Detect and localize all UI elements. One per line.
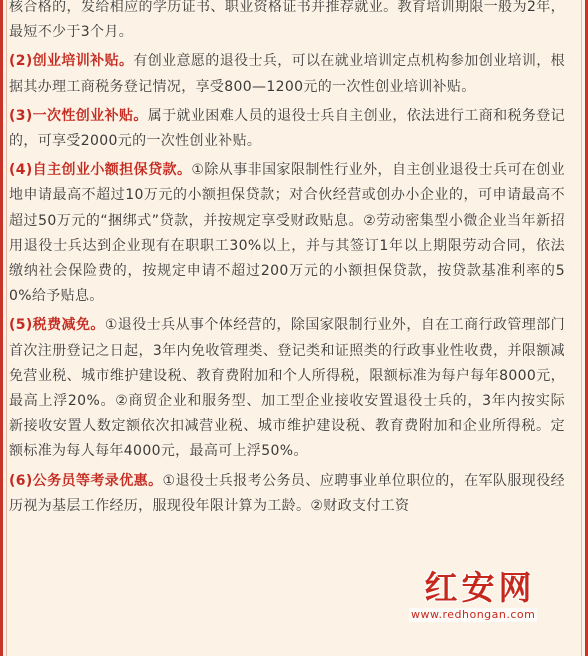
section-paragraph-civil-service bbox=[9, 469, 565, 519]
section-paragraph-guaranteed-loan bbox=[9, 158, 565, 309]
section-paragraph-one-time-subsidy bbox=[9, 104, 565, 154]
site-watermark-logo bbox=[405, 568, 565, 630]
watermark-url: www.redhongan.com bbox=[411, 608, 536, 621]
section-heading: (2)创业培训补贴。 bbox=[9, 53, 134, 70]
section-paragraph-startup-training bbox=[9, 49, 565, 99]
section-heading: (4)自主创业小额担保贷款。 bbox=[9, 162, 192, 179]
section-text: ①除从事非国家限制性行业外，自主创业退役士兵可在创业地申请最高不超过10万元的小额担保贷款；对合伙经营或创办小企业的，可申请最高不超过50万元的“捆绑式”贷款，并按规定享受财政贴息。②劳动密集型小微企业当年新招用退役士兵达到企业现有在职职工30%以上，并与其签订1年以上期限劳动合同，依法缴纳社会保险费的，按规定申请不超过200万元的小额担保贷款，按贷款基准利率的50%给予贴息。 bbox=[9, 162, 566, 305]
section-heading: (6)公务员等考录优惠。 bbox=[9, 472, 163, 489]
section-text: 属于就业困难人员的退役士兵自主创业，依法进行工商和税务登记的，可享受2000元的一次性创业补贴。 bbox=[9, 107, 565, 150]
intro-text: 核合格的，发给相应的学历证书、职业资格证书并推荐就业。教育培训期限一般为2年，最短不少于3个月。 bbox=[9, 0, 565, 41]
section-heading: (5)税费减免。 bbox=[9, 317, 105, 334]
section-text: ①退役士兵报考公务员、应聘事业单位职位的，在军队服现役经历视为基层工作经历，服现役年限计算为工龄。②财政支付工资 bbox=[9, 472, 565, 514]
intro-paragraph bbox=[9, 0, 565, 45]
article-body bbox=[9, 0, 565, 523]
section-text: 有创业意愿的退役士兵，可以在就业培训定点机构参加创业培训，根据其办理工商税务登记情况，享受800—1200元的一次性创业培训补贴。 bbox=[9, 53, 565, 95]
section-paragraph-tax-relief bbox=[9, 313, 565, 464]
section-heading: (3)一次性创业补贴。 bbox=[9, 107, 148, 124]
watermark-title: 红安网 bbox=[424, 568, 536, 607]
section-text: ①退役士兵从事个体经营的，除国家限制行业外，自在工商行政管理部门首次注册登记之日起，3年内免收管理类、登记类和证照类的行政事业性收费，并限额减免营业税、城市维护建设税、教育费附加和个人所得税，限额标准为每户每年8000元，最高上浮20%。②商贸企业和服务型、加工型企业接收安置退役士兵的，3年内按实际新接收安置人数定额依次扣减营业税、城市维护建设税、教育费附加和企业所得税。定额标准为每人每年4000元，最高可上浮50%。 bbox=[9, 317, 565, 460]
